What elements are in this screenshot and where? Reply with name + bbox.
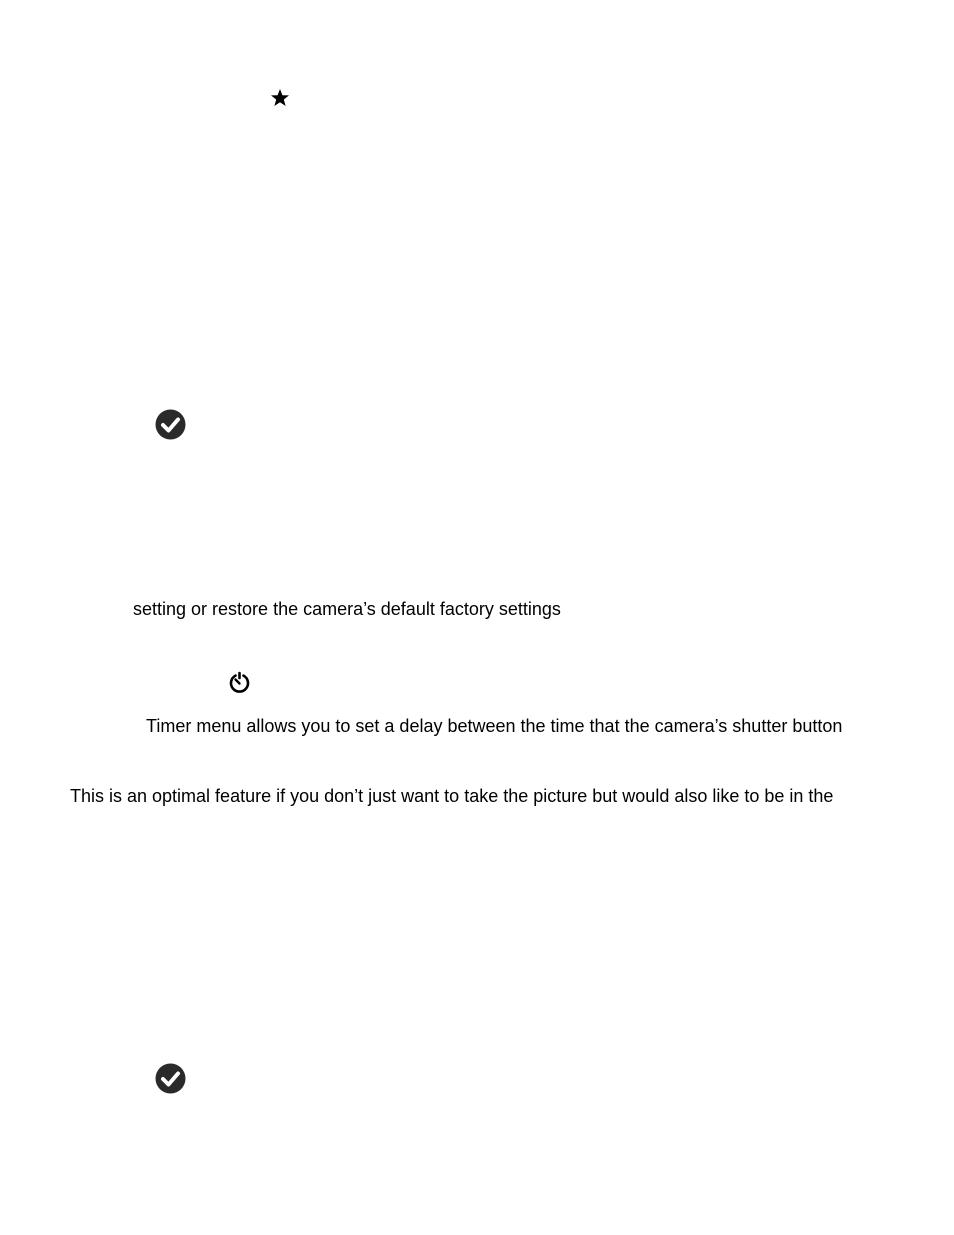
optimal-feature-text: This is an optimal feature if you don’t just want to take the picture but would also like to be in the <box>70 786 834 806</box>
checkmark-circle-icon <box>155 1063 186 1094</box>
self-timer-icon <box>228 671 251 694</box>
star-icon <box>270 88 290 108</box>
restore-settings-text: setting or restore the camera’s default factory settings <box>133 599 561 619</box>
checkmark-circle-icon <box>155 409 186 440</box>
timer-intro-text: Timer menu allows you to set a delay between the time that the camera’s shutter button <box>146 716 843 736</box>
